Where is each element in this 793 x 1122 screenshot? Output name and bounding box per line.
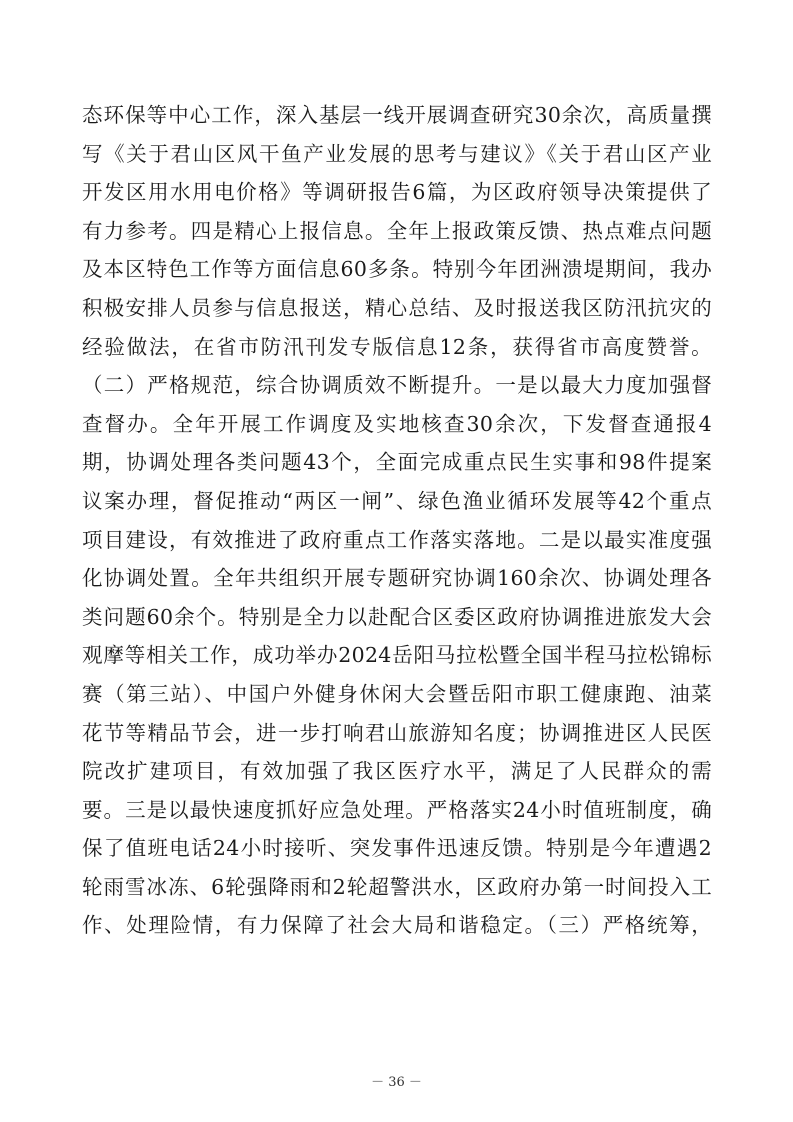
page-number: － 36 －	[371, 1075, 422, 1090]
text-line: 写《关于君山区风干鱼产业发展的思考与建议》《关于君山区产业	[82, 141, 712, 166]
text-line: 及本区特色工作等方面信息60多条。特别今年团洲溃堤期间，我办	[82, 257, 712, 282]
text-line: 有力参考。四是精心上报信息。全年上报政策反馈、热点难点问题	[82, 218, 712, 243]
text-line: 观摩等相关工作，成功举办2024岳阳马拉松暨全国半程马拉松锦标	[82, 643, 712, 668]
text-line: 花节等精品节会，进一步打响君山旅游知名度；协调推进区人民医	[82, 720, 712, 745]
body-text	[82, 96, 712, 945]
text-line: （二）严格规范，综合协调质效不断提升。一是以最大力度加强督	[82, 373, 712, 398]
text-line: 作、处理险情，有力保障了社会大局和谐稳定。（三）严格统筹，	[82, 913, 712, 938]
text-line: 类问题60余个。特别是全力以赴配合区委区政府协调推进旅发大会	[82, 604, 712, 629]
text-line: 院改扩建项目，有效加强了我区医疗水平，满足了人民群众的需	[82, 759, 712, 784]
text-line: 查督办。全年开展工作调度及实地核查30余次，下发督查通报4	[82, 411, 712, 436]
text-line: 要。三是以最快速度抓好应急处理。严格落实24小时值班制度，确	[82, 797, 712, 822]
text-line: 化协调处置。全年共组织开展专题研究协调160余次、协调处理各	[82, 566, 712, 591]
text-line: 经验做法，在省市防汛刊发专版信息12条，获得省市高度赞誉。	[82, 334, 712, 359]
text-line: 开发区用水用电价格》等调研报告6篇，为区政府领导决策提供了	[82, 180, 712, 205]
text-line: 轮雨雪冰冻、6轮强降雨和2轮超警洪水，区政府办第一时间投入工	[82, 874, 712, 899]
text-line: 议案办理，督促推动“两区一闸”、绿色渔业循环发展等42个重点	[82, 488, 712, 513]
text-line: 积极安排人员参与信息报送，精心总结、及时报送我区防汛抗灾的	[82, 295, 712, 320]
text-line: 赛（第三站）、中国户外健身休闲大会暨岳阳市职工健康跑、油菜	[82, 681, 712, 706]
text-line: 保了值班电话24小时接听、突发事件迅速反馈。特别是今年遭遇2	[82, 836, 712, 861]
text-line: 期，协调处理各类问题43个，全面完成重点民生实事和98件提案	[82, 450, 712, 475]
text-line: 态环保等中心工作，深入基层一线开展调查研究30余次，高质量撰	[82, 103, 712, 127]
text-line: 项目建设，有效推进了政府重点工作落实落地。二是以最实准度强	[82, 527, 712, 552]
